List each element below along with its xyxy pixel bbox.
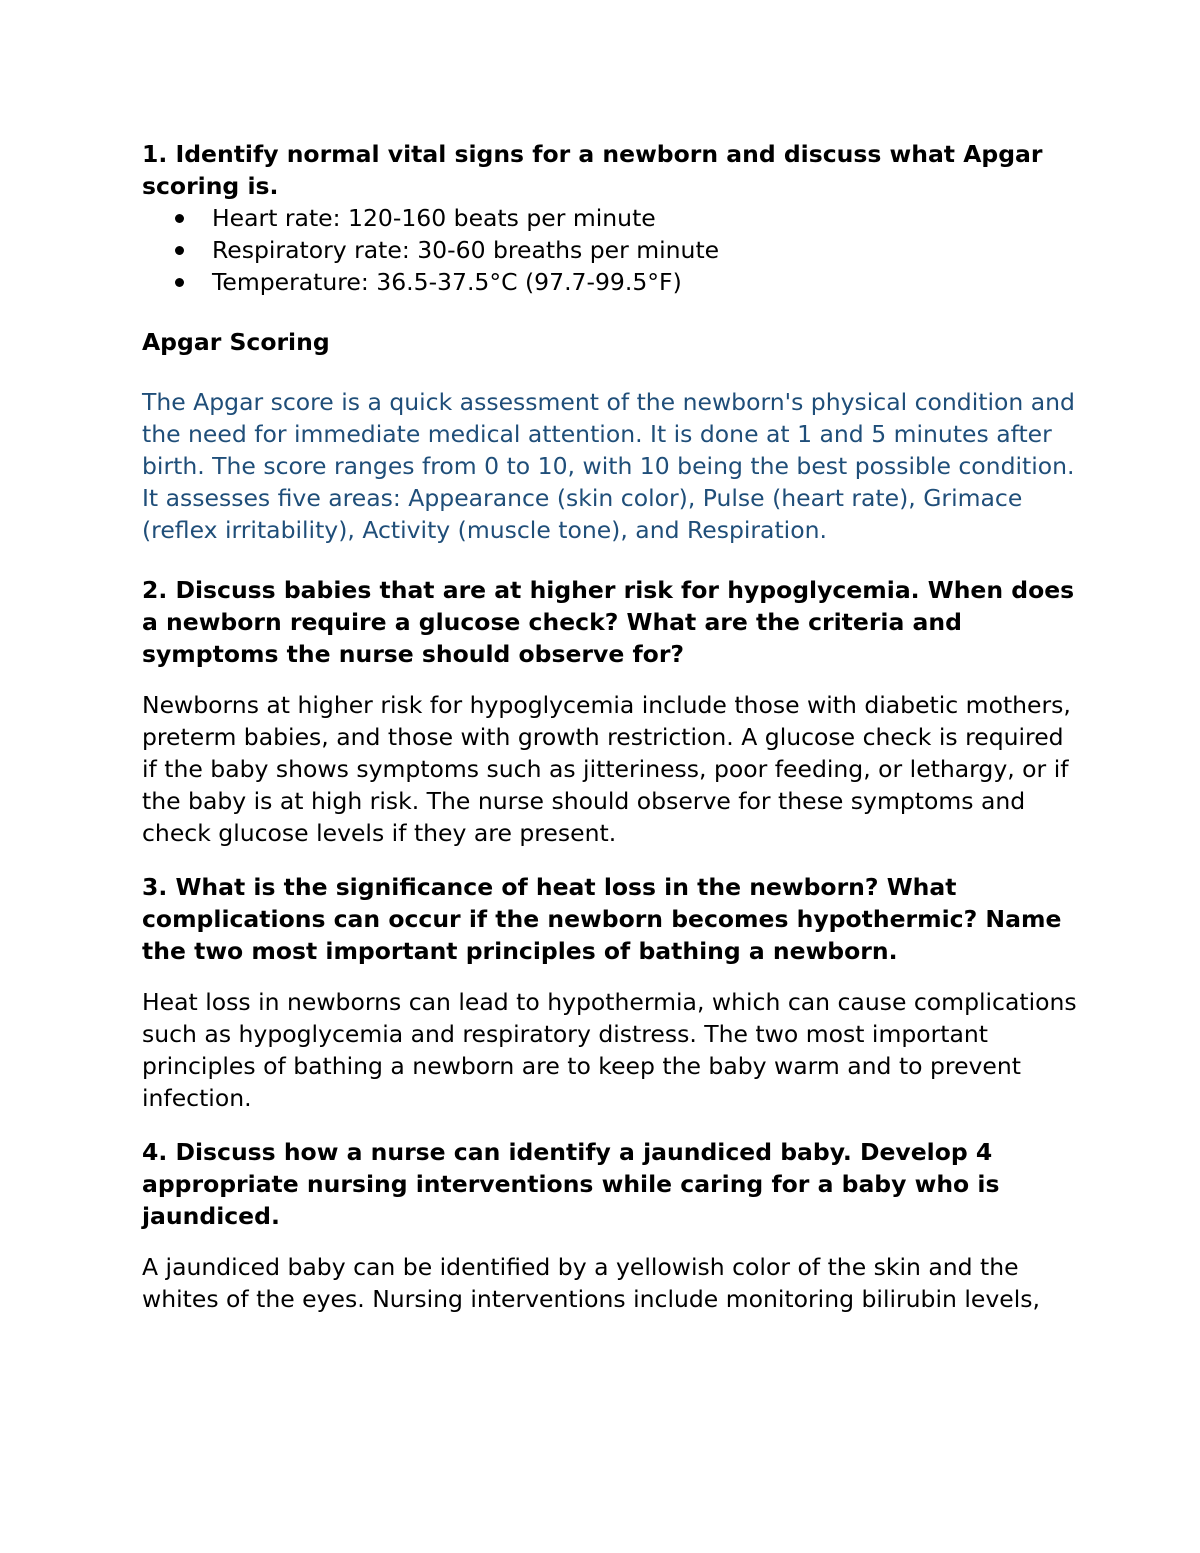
bullet-icon <box>175 246 184 255</box>
list-item <box>142 234 1082 266</box>
vital-signs-list <box>142 202 1082 298</box>
question-1-section <box>142 138 1082 298</box>
list-item <box>142 266 1082 298</box>
vital-temperature: Temperature: 36.5-37.5°C (97.7-99.5°F) <box>212 268 682 296</box>
question-2-section <box>142 574 1082 849</box>
question-3-heading: 3. What is the significance of heat loss in the newborn? What complications can occur if the newborn becomes hypothermic? Name the two most important principles of bathing a newborn. <box>142 873 1062 965</box>
bullet-icon <box>175 214 184 223</box>
vital-heart-rate: Heart rate: 120-160 beats per minute <box>212 204 656 232</box>
question-3-section <box>142 871 1082 1114</box>
bullet-icon <box>175 278 184 287</box>
question-3-answer: Heat loss in newborns can lead to hypothermia, which can cause complications such as hypoglycemia and respiratory distress. The two most important principles of bathing a newborn are to keep the baby warm and to prevent infection. <box>142 988 1077 1112</box>
document-page <box>142 138 1082 1315</box>
apgar-description: The Apgar score is a quick assessment of the newborn's physical condition and the need for immediate medical attention. It is done at 1 and 5 minutes after birth. The score ranges from 0 to 10, with 10 being the best possible condition. It assesses five areas: Appearance (skin color), Pulse (heart rate), Grimace (reflex irritability), Activity (muscle tone), and Respiration. <box>142 388 1075 544</box>
question-1-heading: 1. Identify normal vital signs for a newborn and discuss what Apgar scoring is. <box>142 140 1043 200</box>
question-4-heading: 4. Discuss how a nurse can identify a jaundiced baby. Develop 4 appropriate nursing interventions while caring for a baby who is jaundiced. <box>142 1138 1000 1230</box>
question-2-heading: 2. Discuss babies that are at higher risk for hypoglycemia. When does a newborn require a glucose check? What are the criteria and symptoms the nurse should observe for? <box>142 576 1075 668</box>
question-2-answer: Newborns at higher risk for hypoglycemia include those with diabetic mothers, preterm babies, and those with growth restriction. A glucose check is required if the baby shows symptoms such as jitteriness, poor feeding, or lethargy, or if the baby is at high risk. The nurse should observe for these symptoms and check glucose levels if they are present. <box>142 691 1071 847</box>
apgar-section <box>142 326 1082 546</box>
question-4-section <box>142 1136 1082 1315</box>
apgar-heading: Apgar Scoring <box>142 328 330 356</box>
question-4-answer: A jaundiced baby can be identified by a yellowish color of the skin and the whites of the eyes. Nursing interventions include monitoring bilirubin levels, <box>142 1253 1040 1313</box>
vital-respiratory-rate: Respiratory rate: 30-60 breaths per minute <box>212 236 720 264</box>
list-item <box>142 202 1082 234</box>
